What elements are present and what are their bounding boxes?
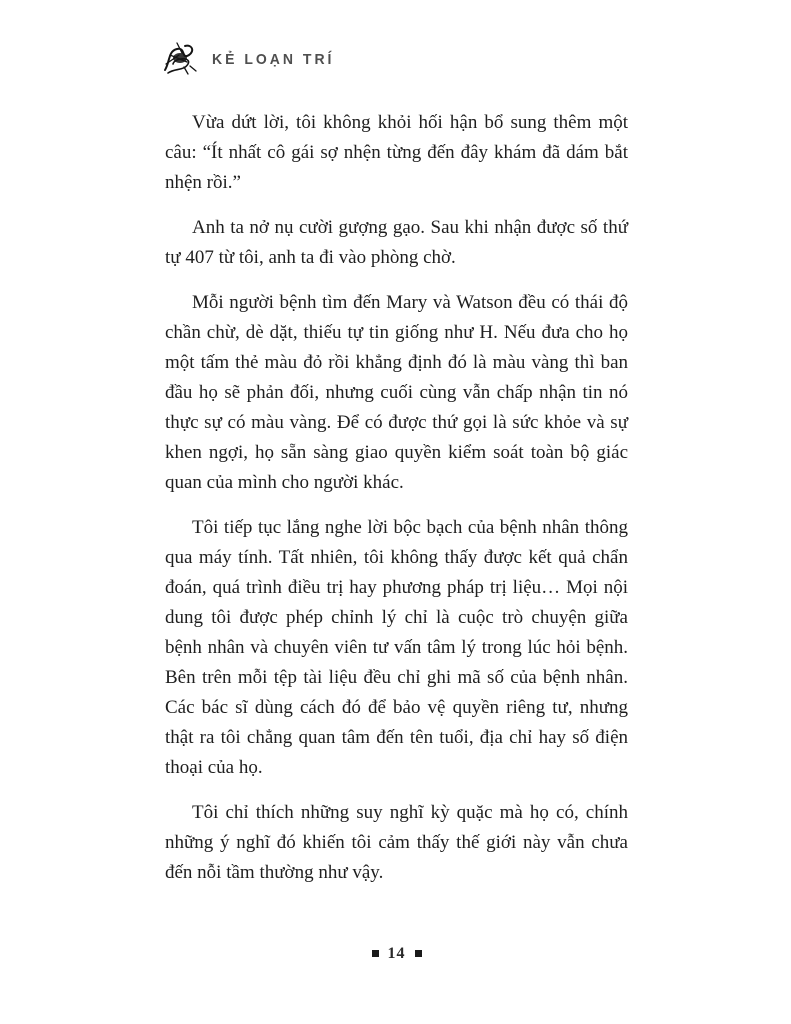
square-bullet-icon <box>372 950 379 957</box>
page-body <box>165 108 628 903</box>
page-footer <box>165 944 628 963</box>
page-number-group <box>372 945 422 963</box>
paragraph-1: Vừa dứt lời, tôi không khỏi hối hận bổ sung thêm một câu: “Ít nhất cô gái sợ nhện từng đến đây khám đã dám bắt nhện rồi.” <box>165 112 628 193</box>
paragraph-5: Tôi chỉ thích những suy nghĩ kỳ quặc mà họ có, chính những ý nghĩ đó khiến tôi cảm thấy thế giới này vẫn chưa đến nỗi tầm thường như vậy. <box>165 802 628 883</box>
page-number: 14 <box>387 944 406 962</box>
paragraph-4: Tôi tiếp tục lắng nghe lời bộc bạch của bệnh nhân thông qua máy tính. Tất nhiên, tôi không thấy được kết quả chẩn đoán, quá trình điều trị hay phương pháp trị liệu… Mọi nội dung tôi được phép chỉnh lý chỉ là cuộc trò chuyện giữa bệnh nhân và chuyên viên tư vấn tâm lý trong lúc hỏi bệnh. Bên trên mỗi tệp tài liệu đều chỉ ghi mã số của bệnh nhân. Các bác sĩ dùng cách đó để bảo vệ quyền riêng tư, nhưng thật ra tôi chẳng quan tâm đến tên tuổi, địa chỉ hay số điện thoại của họ. <box>165 517 628 778</box>
book-title: KẺ LOẠN TRÍ <box>212 50 335 68</box>
page-header <box>160 40 334 78</box>
paragraph-2: Anh ta nở nụ cười gượng gạo. Sau khi nhận được số thứ tự 407 từ tôi, anh ta đi vào phòng chờ. <box>165 217 628 268</box>
paragraph-3: Mỗi người bệnh tìm đến Mary và Watson đều có thái độ chần chừ, dè dặt, thiếu tự tin giống như H. Nếu đưa cho họ một tấm thẻ màu đỏ rồi khẳng định đó là màu vàng thì ban đầu họ sẽ phản đối, nhưng cuối cùng vẫn chấp nhận tin nó thực sự có màu vàng. Để có được thứ gọi là sức khỏe và sự khen ngợi, họ sẵn sàng giao quyền kiểm soát toàn bộ giác quan của mình cho người khác. <box>165 292 628 493</box>
ink-scribble-icon <box>160 40 202 78</box>
square-bullet-icon <box>415 950 422 957</box>
